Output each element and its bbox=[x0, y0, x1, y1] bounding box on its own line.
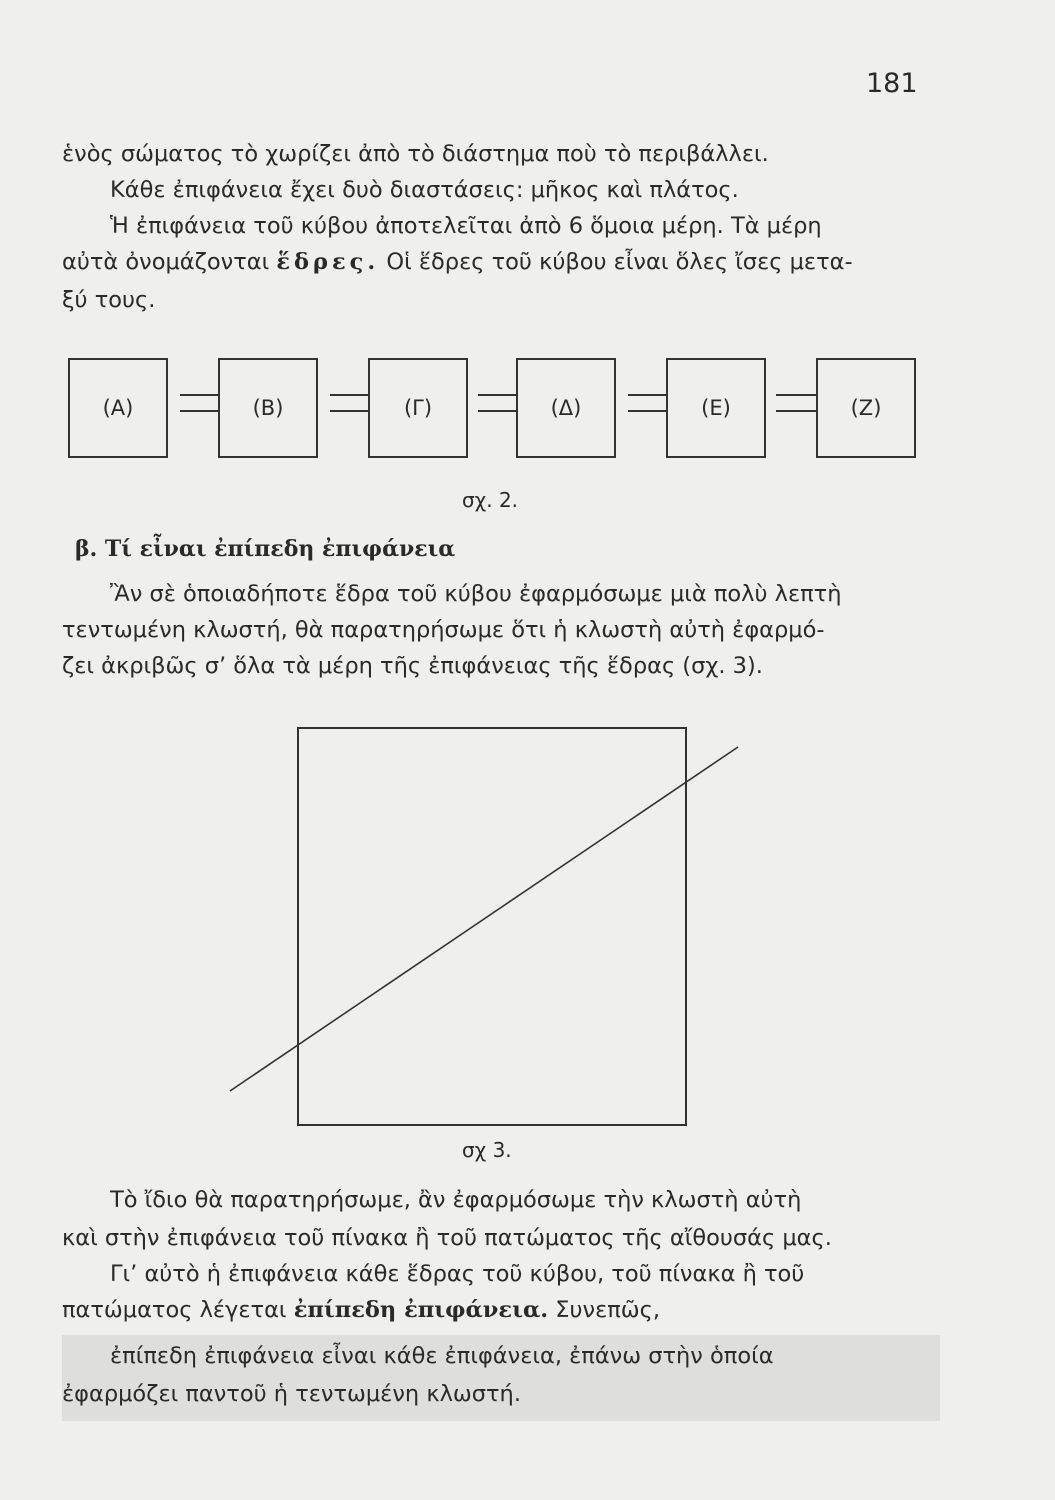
figure-3-caption: σχ 3. bbox=[462, 1138, 512, 1162]
para2-line2: τεντωμένη κλωστή, θὰ παρατηρήσωμε ὅτι ἡ κλωστὴ αὐτὴ ἐφαρμό- bbox=[62, 617, 825, 643]
equals-sign bbox=[776, 394, 816, 412]
face-a-box: (A) bbox=[68, 358, 168, 458]
para1-line1: ἑνὸς σώματος τὸ χωρίζει ἀπὸ τὸ διάστημα ποὺ τὸ περιβάλλει. bbox=[62, 141, 769, 167]
section-heading: β. Τί εἶναι ἐπίπεδη ἐπιφάνεια bbox=[75, 536, 456, 562]
para1-line2: Κάθε ἐπιφάνεια ἔχει δυὸ διαστάσεις: μῆκος καὶ πλάτος. bbox=[110, 177, 739, 203]
cube-face-square bbox=[298, 728, 686, 1125]
stretched-thread-line bbox=[230, 747, 738, 1091]
para3-line4 bbox=[62, 1292, 922, 1329]
face-g-box: (Γ) bbox=[368, 358, 468, 458]
term-edres: ἕδρες. bbox=[276, 249, 380, 275]
equals-sign bbox=[628, 394, 668, 412]
figure-2-caption: σχ. 2. bbox=[462, 488, 519, 512]
figure-2-cube-faces bbox=[68, 356, 918, 466]
definition-line2: ἐφαρμόζει παντοῦ ἡ τεντωμένη κλωστή. bbox=[62, 1381, 521, 1407]
para3-line1: Τὸ ἴδιο θὰ παρατηρήσωμε, ἂν ἐφαρμόσωμε τὴν κλωστὴ αὐτὴ bbox=[110, 1187, 802, 1213]
term-epipedi-epifaneia: ἐπίπεδη ἐπιφάνεια. bbox=[293, 1297, 549, 1323]
face-d-box: (Δ) bbox=[516, 358, 616, 458]
para1-line5: ξύ τους. bbox=[62, 287, 156, 313]
para2-line3: ζει ἀκριβῶς σ’ ὅλα τὰ μέρη τῆς ἐπιφάνειας τῆς ἕδρας (σχ. 3). bbox=[62, 653, 763, 679]
face-b-box: (B) bbox=[218, 358, 318, 458]
para3-line3: Γι’ αὐτὸ ἡ ἐπιφάνεια κάθε ἕδρας τοῦ κύβου, τοῦ πίνακα ἢ τοῦ bbox=[110, 1261, 805, 1287]
para1-line4-start: αὐτὰ ὀνομάζονται bbox=[62, 249, 270, 275]
definition-line1: ἐπίπεδη ἐπιφάνεια εἶναι κάθε ἐπιφάνεια, ἐπάνω στὴν ὁποία bbox=[110, 1343, 774, 1369]
face-e-box: (E) bbox=[666, 358, 766, 458]
para1-line3: Ἡ ἐπιφάνεια τοῦ κύβου ἀποτελεῖται ἀπὸ 6 ὅμοια μέρη. Τὰ μέρη bbox=[110, 213, 822, 239]
para3-line4-start: πατώματος λέγεται bbox=[62, 1297, 287, 1323]
face-z-box: (Z) bbox=[816, 358, 916, 458]
para2-line1: Ἂν σὲ ὁποιαδήποτε ἕδρα τοῦ κύβου ἐφαρμόσωμε μιὰ πολὺ λεπτὴ bbox=[110, 581, 842, 607]
para3-line4-end: Συνεπῶς, bbox=[555, 1297, 660, 1323]
para3-line2: καὶ στὴν ἐπιφάνεια τοῦ πίνακα ἢ τοῦ πατώματος τῆς αἴθουσάς μας. bbox=[62, 1225, 832, 1251]
figure-3-face-with-thread bbox=[220, 725, 750, 1135]
page-number: 181 bbox=[866, 68, 918, 99]
equals-sign bbox=[180, 394, 220, 412]
para1-line4-end: Οἱ ἕδρες τοῦ κύβου εἶναι ὅλες ἴσες μετα- bbox=[386, 249, 853, 275]
para1-line4 bbox=[62, 244, 922, 281]
equals-sign bbox=[330, 394, 370, 412]
equals-sign bbox=[478, 394, 518, 412]
